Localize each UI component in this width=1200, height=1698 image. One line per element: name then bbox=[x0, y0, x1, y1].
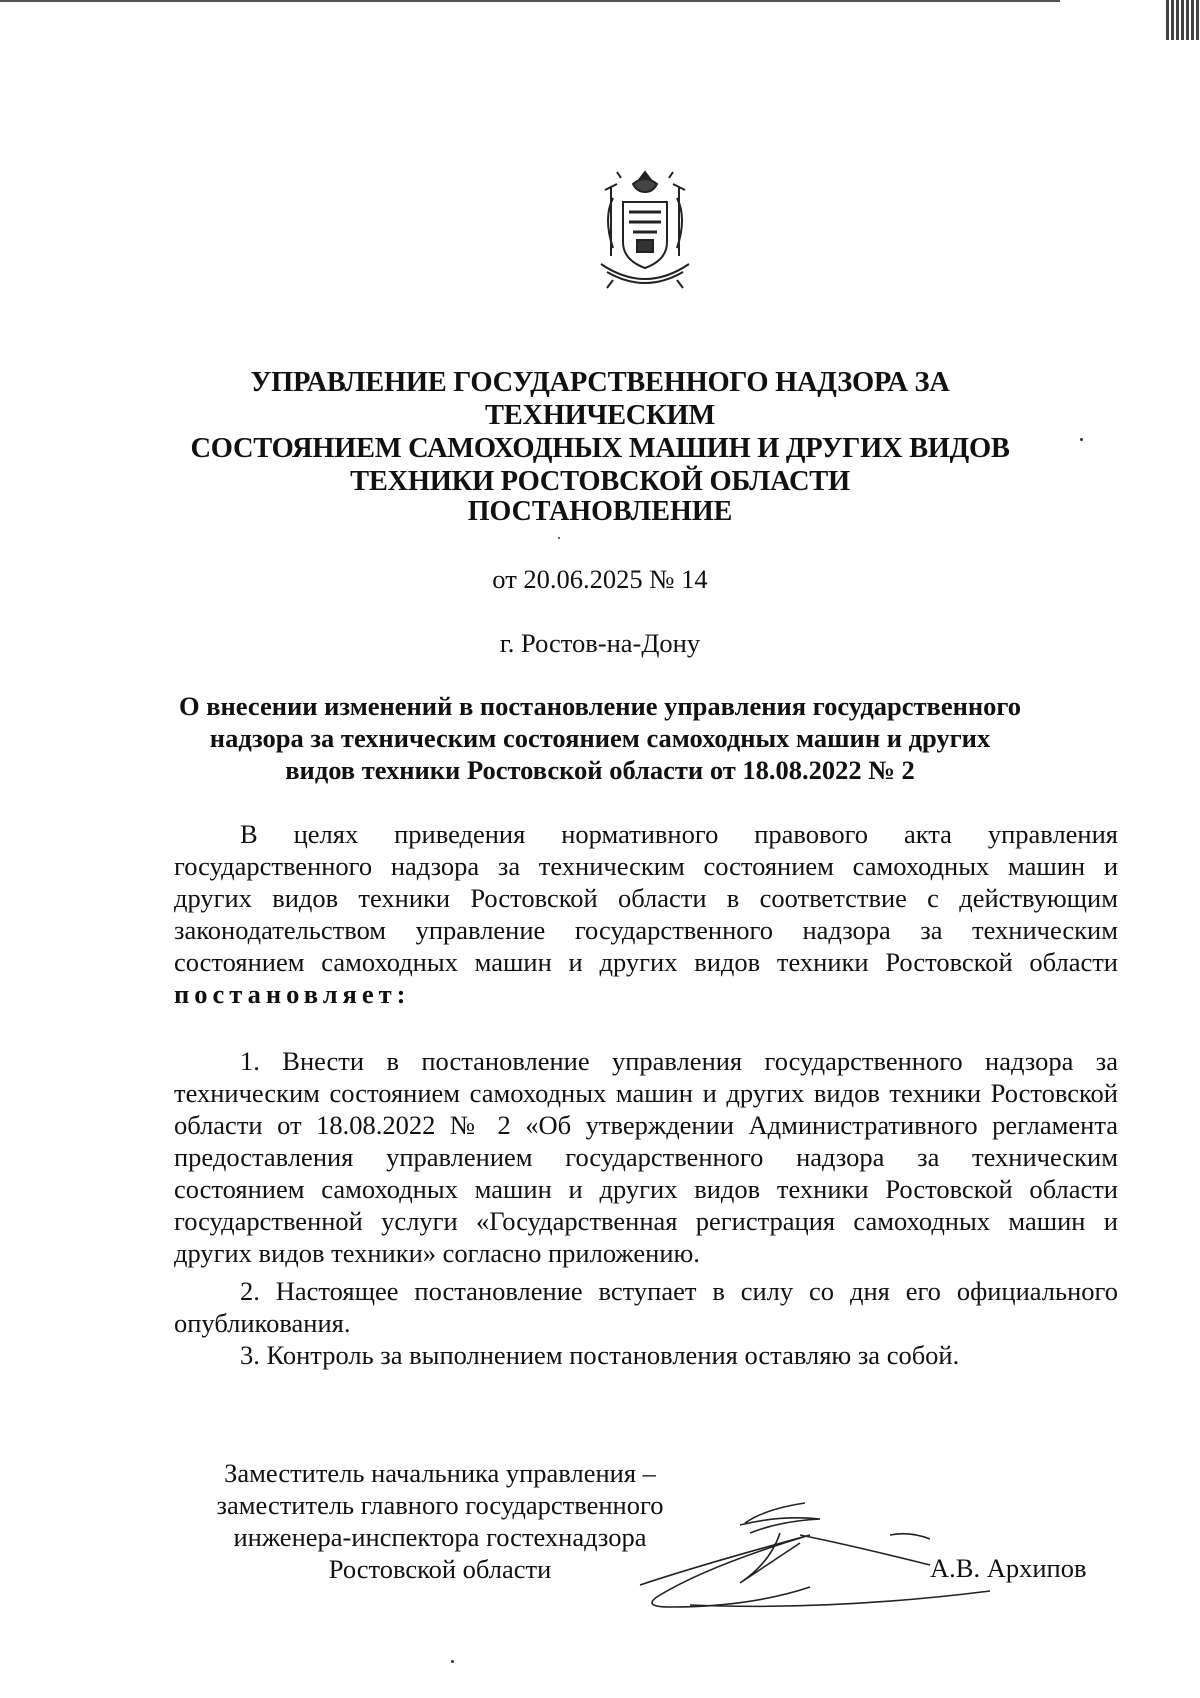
signer-position-line-1: Заместитель начальника управления – bbox=[224, 1458, 656, 1488]
document-city: г. Ростов-на-Дону bbox=[499, 628, 701, 658]
item-1-paragraph: 1. Внести в постановление управления государственного надзора за техническим состоянием самоходных машин и других видов техники Ростовской области от 18.08.2022 № 2 «Об утверждении Административного регламента предоставления управлением государственного надзора за техническим состоянием самоходных машин и других видов техники Ростовской области государственной услуги «Государственная регистрация самоходных машин и других видов техники» согласно приложению. bbox=[174, 1046, 1118, 1268]
preamble-text: В целях приведения нормативного правового акта управления государственного надзора за техническим состоянием самоходных машин и других видов техники Ростовской области в соответствие с действующим законодательством управление государственного надзора за техническим состоянием самоходных машин и других видов техники Ростовской области bbox=[174, 819, 1118, 977]
org-title-line-2: СОСТОЯНИЕМ САМОХОДНЫХ МАШИН И ДРУГИХ ВИДОВ bbox=[190, 433, 1010, 464]
subject-line-2: надзора за техническим состоянием самоходных машин и других bbox=[209, 723, 991, 753]
scan-border-line bbox=[0, 0, 1060, 2]
scan-speck bbox=[558, 537, 560, 539]
signer-position-line-4: Ростовской области bbox=[328, 1554, 552, 1584]
organization-title bbox=[150, 366, 1050, 498]
scan-edge-mark bbox=[1166, 0, 1200, 40]
signer-position bbox=[190, 1457, 690, 1585]
resolves-word: постановляет: bbox=[174, 979, 411, 1009]
scan-speck bbox=[451, 1660, 454, 1663]
document-type: ПОСТАНОВЛЕНИЕ bbox=[467, 496, 733, 527]
org-title-line-1: УПРАВЛЕНИЕ ГОСУДАРСТВЕННОГО НАДЗОРА ЗА ТЕХНИЧЕСКИМ bbox=[250, 367, 950, 431]
subject-line-3: видов техники Ростовской области от 18.08.2022 № 2 bbox=[285, 755, 915, 785]
document-subject bbox=[150, 690, 1050, 786]
preamble-paragraph bbox=[174, 818, 1118, 1010]
org-title-line-3: ТЕХНИКИ РОСТОВСКОЙ ОБЛАСТИ bbox=[350, 466, 850, 497]
document-date-number: от 20.06.2025 № 14 bbox=[492, 564, 708, 594]
signer-position-line-2: заместитель главного государственного bbox=[216, 1490, 664, 1520]
scan-speck bbox=[1080, 438, 1083, 441]
item-2-paragraph: 2. Настоящее постановление вступает в силу со дня его официального опубликования. bbox=[174, 1276, 1118, 1338]
signer-position-line-3: инженера-инспектора гостехнадзора bbox=[233, 1522, 647, 1552]
item-3-paragraph: 3. Контроль за выполнением постановления оставляю за собой. bbox=[240, 1340, 960, 1370]
rostov-region-coat-of-arms-icon bbox=[593, 168, 697, 294]
signer-name: А.В. Архипов bbox=[930, 1553, 1087, 1583]
subject-line-1: О внесении изменений в постановление управления государственного bbox=[178, 691, 1022, 721]
